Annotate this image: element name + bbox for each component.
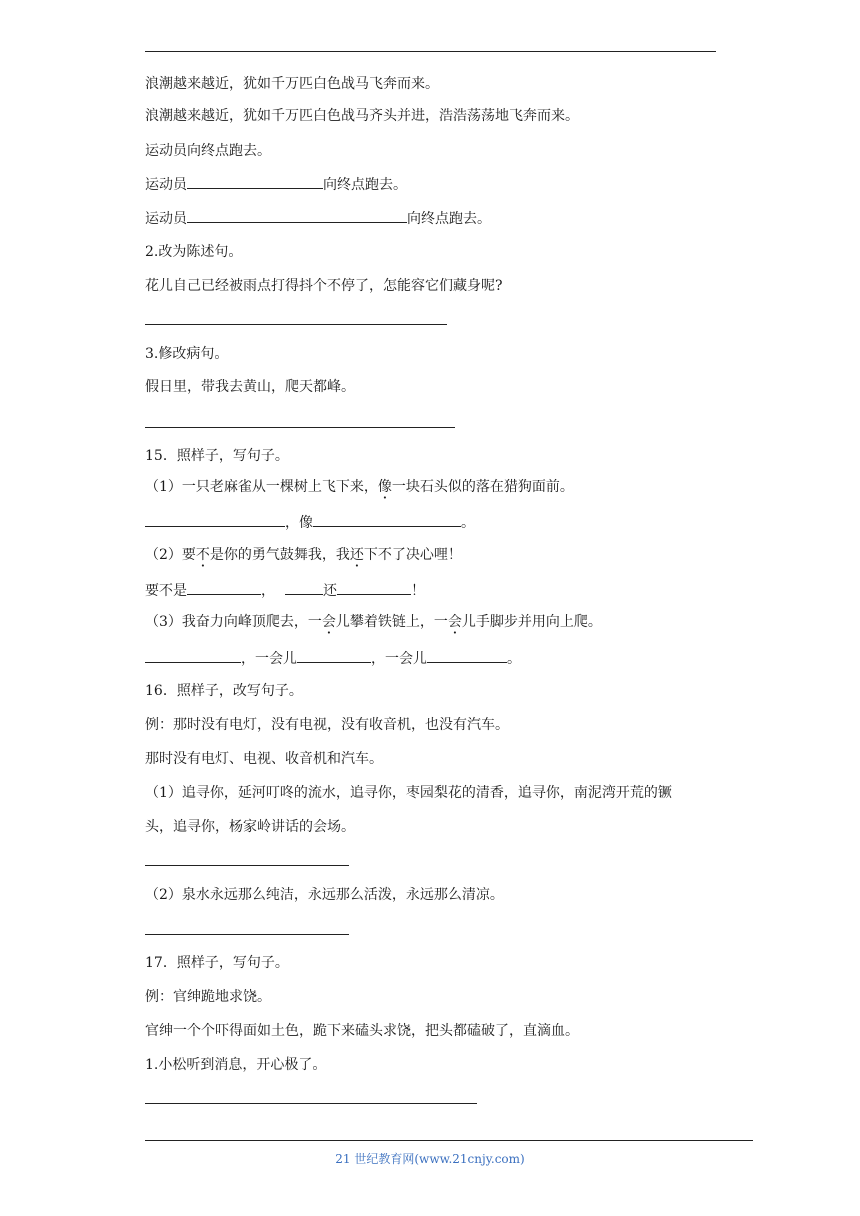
fill-text: 还 bbox=[323, 583, 337, 599]
fill-suffix: 向终点跑去。 bbox=[407, 211, 491, 227]
emphasis-word: 像 bbox=[377, 479, 392, 495]
fill-line-1 bbox=[145, 174, 407, 195]
q17-item1: 1.小松听到消息，开心极了。 bbox=[145, 1057, 327, 1073]
footer-link[interactable]: 21 世纪教育网(www.21cnjy.com) bbox=[335, 1152, 525, 1166]
sub3-sentence: 假日里，带我去黄山，爬天都峰。 bbox=[145, 379, 355, 395]
example-sentence-expanded: 浪潮越来越近，犹如千万匹白色战马齐头并进，浩浩荡荡地飞奔而来。 bbox=[145, 108, 579, 124]
example-sentence-original: 浪潮越来越近，犹如千万匹白色战马飞奔而来。 bbox=[145, 76, 439, 92]
sub2-title: 2.改为陈述句。 bbox=[145, 244, 243, 260]
emphasis-word: 还 bbox=[349, 547, 364, 563]
fill-text: 要不是 bbox=[145, 583, 187, 599]
answer-blank[interactable] bbox=[145, 648, 241, 663]
q15-item2 bbox=[145, 545, 462, 565]
q16-item2: （2）泉水永远那么纯洁，永远那么活泼，永远那么清凉。 bbox=[145, 887, 504, 903]
item-text: （1）一只老麻雀从一棵树上飞下来， bbox=[145, 479, 378, 495]
emphasis-word: 一会儿 bbox=[307, 614, 350, 630]
item-text: 攀着铁链上， bbox=[349, 614, 434, 630]
sub3-title: 3.修改病句。 bbox=[145, 346, 229, 362]
q15-item1-fill bbox=[145, 512, 475, 533]
q17-example: 例：官绅跪地求饶。 bbox=[145, 989, 271, 1005]
q15-item1 bbox=[145, 477, 574, 497]
sub2-sentence: 花儿自己已经被雨点打得抖个不停了，怎能容它们藏身呢? bbox=[145, 278, 503, 294]
item-text: 一块石头似的落在猎狗面前。 bbox=[391, 479, 574, 495]
answer-blank[interactable] bbox=[285, 580, 323, 595]
q16-example: 例：那时没有电灯，没有电视，没有收音机，也没有汽车。 bbox=[145, 717, 509, 733]
q17-example-answer: 官绅一个个吓得面如土色，跪下来磕头求饶，把头都磕破了，直滴血。 bbox=[145, 1023, 579, 1039]
answer-line[interactable] bbox=[145, 934, 349, 935]
fill-line-2 bbox=[145, 208, 491, 229]
fill-text: 。 bbox=[461, 515, 475, 531]
answer-blank[interactable] bbox=[187, 208, 407, 223]
q16-item1-line2: 头，追寻你，杨家岭讲话的会场。 bbox=[145, 819, 355, 835]
answer-line[interactable] bbox=[145, 427, 455, 428]
answer-blank[interactable] bbox=[145, 512, 285, 527]
fill-prefix: 运动员 bbox=[145, 177, 187, 193]
fill-text: ， bbox=[261, 583, 275, 599]
q16-title: 16．照样子，改写句子。 bbox=[145, 683, 303, 699]
answer-blank[interactable] bbox=[337, 580, 411, 595]
item-text: 你的勇气鼓舞我，我 bbox=[223, 547, 350, 563]
item-text: （3）我奋力向峰顶爬去， bbox=[145, 614, 308, 630]
answer-blank[interactable] bbox=[427, 648, 507, 663]
answer-blank[interactable] bbox=[313, 512, 461, 527]
fill-text: ！ bbox=[411, 583, 425, 599]
q15-item2-fill bbox=[145, 580, 425, 601]
fill-text: ，一会儿 bbox=[241, 651, 297, 667]
fill-text: ，像 bbox=[285, 515, 313, 531]
emphasis-word: 一会儿 bbox=[433, 614, 476, 630]
answer-blank[interactable] bbox=[187, 174, 323, 189]
answer-line[interactable] bbox=[145, 324, 447, 325]
footer-rule bbox=[145, 1140, 753, 1141]
fill-suffix: 向终点跑去。 bbox=[323, 177, 407, 193]
q16-example-answer: 那时没有电灯、电视、收音机和汽车。 bbox=[145, 751, 383, 767]
q15-item3-fill bbox=[145, 648, 521, 669]
q17-title: 17．照样子，写句子。 bbox=[145, 955, 289, 971]
answer-blank[interactable] bbox=[187, 580, 261, 595]
exercise-sentence: 运动员向终点跑去。 bbox=[145, 143, 271, 159]
emphasis-word: 要不是 bbox=[181, 547, 224, 563]
q15-title: 15．照样子，写句子。 bbox=[145, 448, 289, 464]
header-rule bbox=[145, 51, 716, 52]
item-text: （2） bbox=[145, 547, 182, 563]
fill-text: 。 bbox=[507, 651, 521, 667]
answer-blank[interactable] bbox=[297, 648, 371, 663]
item-text: 手脚步并用向上爬。 bbox=[475, 614, 602, 630]
fill-text: ，一会儿 bbox=[371, 651, 427, 667]
item-text: 下不了决心哩！ bbox=[363, 547, 462, 563]
fill-prefix: 运动员 bbox=[145, 211, 187, 227]
answer-line[interactable] bbox=[145, 865, 349, 866]
q16-item1-line1: （1）追寻你，延河叮咚的流水，追寻你，枣园梨花的清香，追寻你，南泥湾开荒的镢 bbox=[145, 785, 672, 801]
q15-item3 bbox=[145, 612, 602, 632]
answer-line[interactable] bbox=[145, 1103, 477, 1104]
